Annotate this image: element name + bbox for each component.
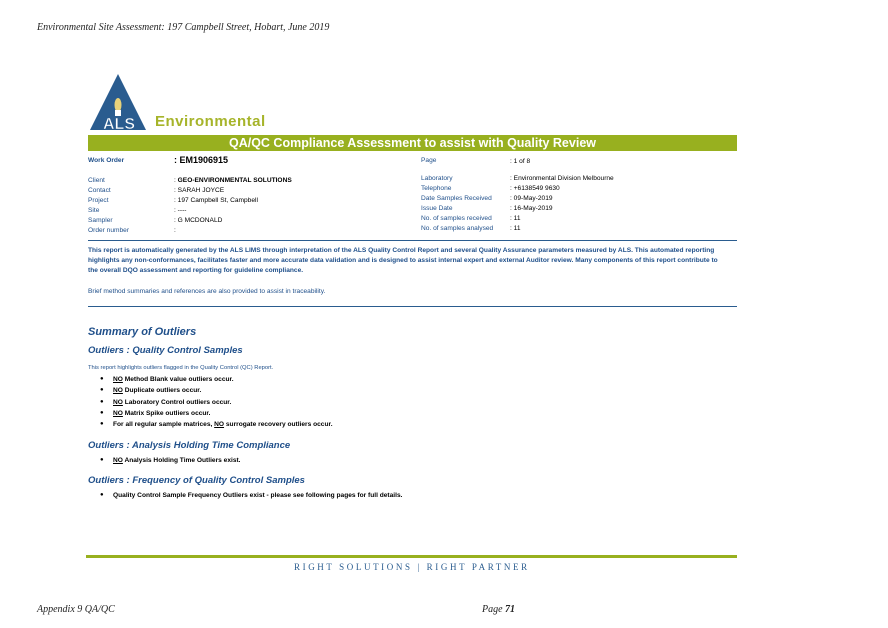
sampler-value: : G MCDONALD <box>174 217 223 224</box>
laboratory-label: Laboratory <box>421 175 453 182</box>
page-label: Page <box>421 157 437 164</box>
no-flag: NO <box>214 421 225 429</box>
no-flag: NO <box>113 387 123 395</box>
order-number-label: Order number <box>88 227 130 234</box>
telephone-number: +6138549 9630 <box>513 185 560 192</box>
holding-time-list <box>100 455 241 466</box>
item-text: Laboratory Control outliers occur. <box>122 398 232 406</box>
client-value: : GEO-ENVIRONMENTAL SOLUTIONS <box>174 177 292 184</box>
site-label: Site <box>88 207 100 214</box>
item-text: Matrix Spike outliers occur. <box>122 409 211 417</box>
list-item <box>100 455 241 466</box>
project-name: 197 Campbell St, Campbell <box>177 197 258 204</box>
item-text: Quality Control Sample Frequency Outliers exist - please see following pages for full details. <box>113 492 403 499</box>
footer-page-number <box>482 604 515 615</box>
issue-date: 16-May-2019 <box>513 205 553 212</box>
brand-name: Environmental <box>155 113 266 130</box>
meta-left <box>88 155 408 236</box>
issue-date-label: Issue Date <box>421 205 453 212</box>
list-item <box>100 374 333 385</box>
samples-received-value: : 11 <box>510 215 521 222</box>
samples-analysed-value: : 11 <box>510 225 521 232</box>
no-flag: NO <box>113 457 123 464</box>
samples-analysed-count: 11 <box>513 225 521 232</box>
holding-time-title: Outliers : Analysis Holding Time Compliance <box>88 440 291 451</box>
project-label: Project <box>88 197 109 204</box>
no-flag: NO <box>113 398 123 406</box>
samples-analysed-label: No. of samples analysed <box>421 225 494 232</box>
footer-green-rule <box>86 555 737 558</box>
tagline: RIGHT SOLUTIONS | RIGHT PARTNER <box>294 562 530 572</box>
frequency-title: Outliers : Frequency of Quality Control Samples <box>88 475 305 486</box>
qc-note: This report highlights outliers flagged in the Quality Control (QC) Report. <box>88 365 274 371</box>
contact-label: Contact <box>88 187 111 194</box>
date-received-value: : 09-May-2019 <box>510 195 553 202</box>
no-flag: NO <box>113 409 123 417</box>
als-logo-icon <box>88 72 152 132</box>
summary-title: Summary of Outliers <box>88 326 197 338</box>
page-count: 1 of 8 <box>513 158 531 165</box>
samples-received-label: No. of samples received <box>421 215 492 222</box>
contact-value: : SARAH JOYCE <box>174 187 225 194</box>
qc-outlier-list <box>100 374 333 430</box>
meta-right <box>421 155 737 234</box>
work-order-number: EM1906915 <box>179 155 229 165</box>
project-value: : 197 Campbell St, Campbell <box>174 197 258 204</box>
telephone-label: Telephone <box>421 185 452 192</box>
list-item <box>100 419 333 430</box>
item-text: Duplicate outliers occur. <box>122 387 202 395</box>
list-item <box>100 397 333 408</box>
item-text: For all regular sample matrices, <box>113 421 215 429</box>
qc-samples-title: Outliers : Quality Control Samples <box>88 345 243 356</box>
laboratory-name: Environmental Division Melbourne <box>513 175 614 182</box>
item-text: Analysis Holding Time Outliers exist. <box>122 457 241 464</box>
divider-bottom <box>88 306 737 307</box>
report-banner: QA/QC Compliance Assessment to assist with Quality Review <box>88 135 737 151</box>
page-number: 71 <box>505 604 516 615</box>
sampler-name: G MCDONALD <box>177 217 223 224</box>
list-item <box>100 490 402 501</box>
divider-top <box>88 240 737 241</box>
brief-paragraph: Brief method summaries and references are also provided to assist in traceability. <box>88 288 326 295</box>
contact-name: SARAH JOYCE <box>177 187 225 194</box>
laboratory-value: : Environmental Division Melbourne <box>510 175 614 182</box>
list-item <box>100 385 333 396</box>
no-flag: NO <box>113 376 123 383</box>
item-text: Method Blank value outliers occur. <box>122 376 234 383</box>
client-name: GEO-ENVIRONMENTAL SOLUTIONS <box>177 177 292 184</box>
client-label: Client <box>88 177 105 184</box>
page-label-text: Page <box>482 604 506 615</box>
telephone-value: : +6138549 9630 <box>510 185 560 192</box>
intro-paragraph: This report is automatically generated by the ALS LIMS through interpretation of the ALS Quality Control Report and several Quality Assurance parameters measured by ALS. This automated reporting highlights any non-conformances, facilitates faster and more accurate data validation and is designed to assist internal expert and external Auditor review. Many components of this report contribute to the overall DQO assessment and reporting for guideline compliance. <box>88 247 718 274</box>
order-number-value: : <box>174 227 176 234</box>
work-order-value: : EM1906915 <box>174 155 229 165</box>
document-header-note: Environmental Site Assessment: 197 Campbell Street, Hobart, June 2019 <box>37 22 330 33</box>
list-item <box>100 408 333 419</box>
site-name: ---- <box>177 207 187 214</box>
footer-appendix: Appendix 9 QA/QC <box>37 604 115 615</box>
samples-received-count: 11 <box>513 215 521 222</box>
work-order-label: Work Order <box>88 157 125 164</box>
logo-letters: ALS <box>103 116 135 132</box>
item-text: surrogate recovery outliers occur. <box>224 421 333 429</box>
site-value: : ---- <box>174 207 187 214</box>
frequency-list <box>100 490 402 501</box>
date-received: 09-May-2019 <box>513 195 553 202</box>
page-value: : 1 of 8 <box>510 158 531 165</box>
date-received-label: Date Samples Received <box>421 195 492 202</box>
sampler-label: Sampler <box>88 217 113 224</box>
issue-date-value: : 16-May-2019 <box>510 205 553 212</box>
